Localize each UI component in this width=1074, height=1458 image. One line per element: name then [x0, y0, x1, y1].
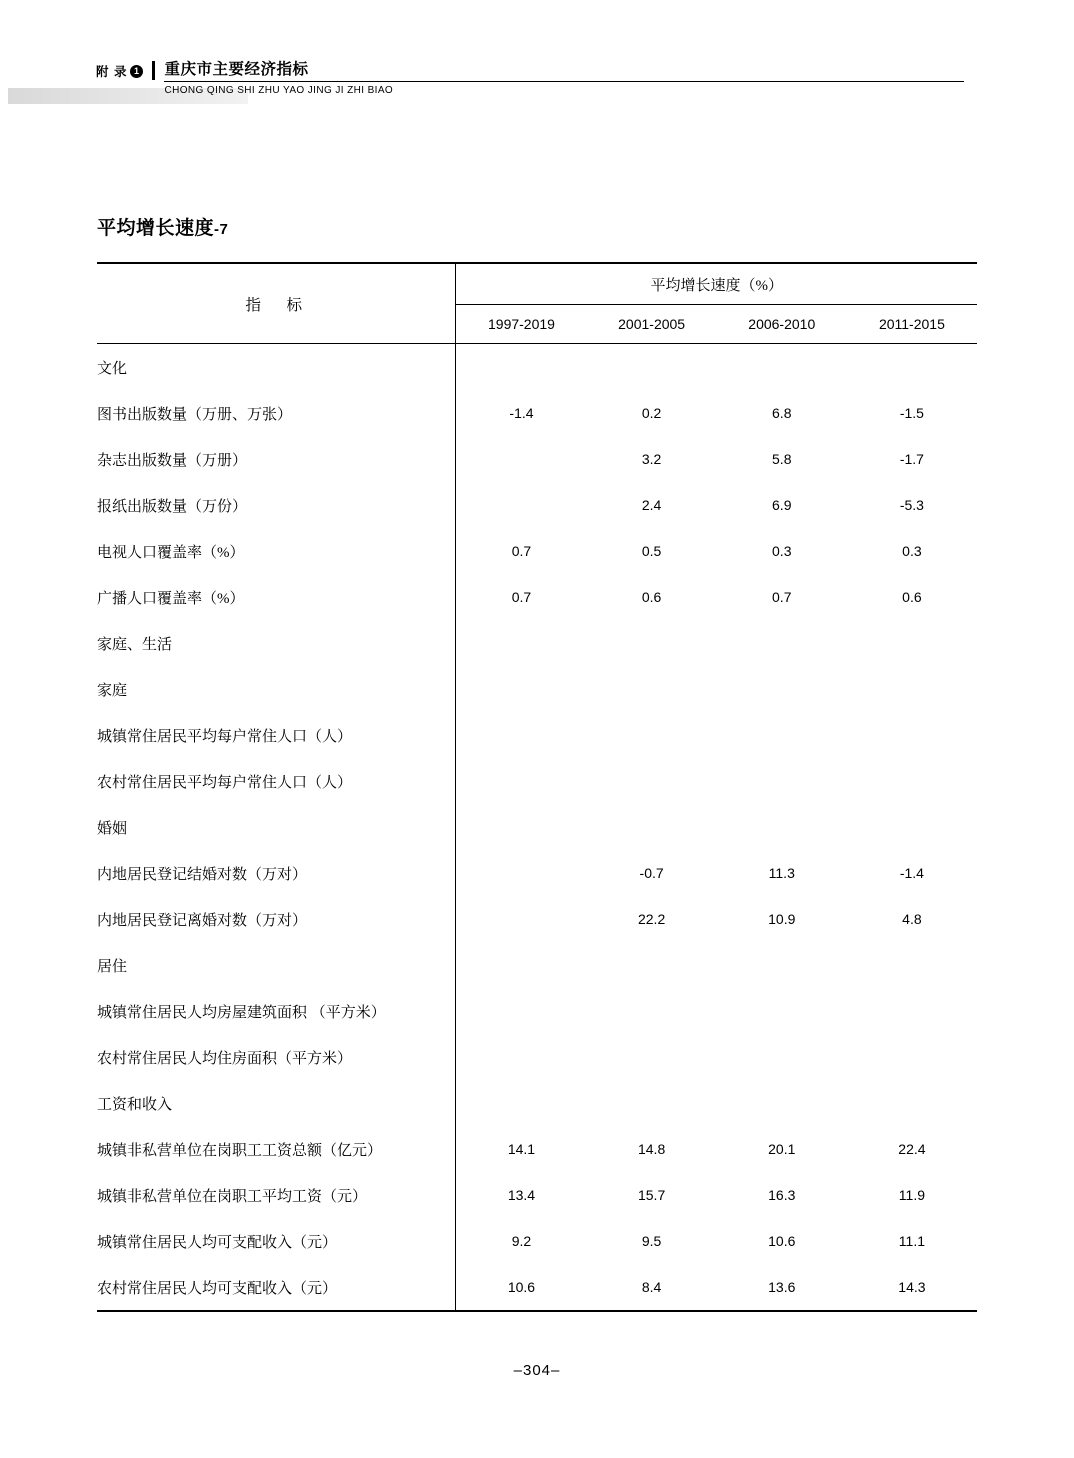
row-value — [587, 666, 717, 712]
row-label: 婚姻 — [97, 804, 456, 850]
header-rule — [164, 81, 964, 82]
row-value: 0.3 — [902, 543, 922, 559]
row-label: 居住 — [97, 942, 456, 988]
row-value — [717, 758, 847, 804]
appendix-tag — [96, 60, 143, 80]
row-value: 9.2 — [511, 1233, 532, 1249]
row-value: 0.6 — [902, 589, 922, 605]
row-value — [456, 988, 587, 1034]
row-value — [456, 620, 587, 666]
row-value — [717, 804, 847, 850]
row-value — [717, 988, 847, 1034]
row-label: 农村常住居民人均住房面积（平方米） — [97, 1034, 456, 1080]
row-value: 10.6 — [768, 1233, 796, 1249]
row-value — [456, 712, 587, 758]
column-header-period-1: 2001-2005 — [587, 305, 717, 344]
table-row — [97, 712, 977, 758]
row-value — [456, 1034, 587, 1080]
row-label: 广播人口覆盖率（%） — [97, 574, 456, 620]
row-value: 0.2 — [641, 405, 662, 421]
row-value — [456, 896, 587, 942]
row-value — [847, 620, 977, 666]
header-content — [96, 60, 964, 96]
row-value — [456, 758, 587, 804]
row-value: 8.4 — [587, 1264, 717, 1311]
row-value: 0.3 — [772, 543, 792, 559]
table-body — [97, 344, 977, 1312]
row-value: -1.5 — [899, 405, 924, 421]
row-label: 城镇非私营单位在岗职工平均工资（元） — [97, 1172, 456, 1218]
row-value — [847, 666, 977, 712]
table-row — [97, 1080, 977, 1126]
row-value: 11.9 — [898, 1187, 926, 1203]
row-label: 内地居民登记离婚对数（万对） — [97, 896, 456, 942]
table-row — [97, 804, 977, 850]
row-label: 杂志出版数量（万册） — [97, 436, 456, 482]
row-value — [847, 1080, 977, 1126]
row-value — [587, 804, 717, 850]
row-value — [456, 436, 587, 482]
row-value: 0.7 — [511, 543, 532, 559]
row-value: 9.5 — [641, 1233, 662, 1249]
table-row — [97, 758, 977, 804]
row-value: 0.7 — [511, 589, 532, 605]
row-value: 22.2 — [637, 911, 666, 927]
row-value — [456, 482, 587, 528]
row-label: 家庭、生活 — [97, 620, 456, 666]
row-value: -5.3 — [899, 497, 924, 513]
row-label: 电视人口覆盖率（%） — [97, 528, 456, 574]
row-value — [456, 1080, 587, 1126]
row-value: 6.8 — [772, 405, 792, 421]
row-value — [456, 850, 587, 896]
row-value — [847, 1034, 977, 1080]
row-value — [847, 942, 977, 988]
row-value — [847, 804, 977, 850]
row-value: 11.1 — [898, 1233, 926, 1249]
row-value — [717, 344, 847, 391]
row-value — [587, 620, 717, 666]
row-value: -1.4 — [899, 865, 924, 881]
row-value: 5.8 — [772, 451, 792, 467]
table-row — [97, 390, 977, 436]
table-header-group-row — [97, 263, 977, 305]
table-title-text: 平均增长速度 — [97, 218, 215, 239]
column-header-period-2: 2006-2010 — [717, 305, 847, 344]
row-label: 城镇非私营单位在岗职工工资总额（亿元） — [97, 1126, 456, 1172]
row-label: 家庭 — [97, 666, 456, 712]
row-value: 6.9 — [772, 497, 792, 513]
header-title-cn: 重庆市主要经济指标 — [164, 61, 309, 78]
row-value — [587, 712, 717, 758]
table-row — [97, 344, 977, 391]
row-value — [587, 1080, 717, 1126]
row-value: -1.4 — [509, 405, 534, 421]
row-value: 14.1 — [507, 1141, 536, 1157]
row-value: 10.9 — [768, 911, 796, 927]
row-value — [456, 344, 587, 391]
table-row — [97, 988, 977, 1034]
row-label: 城镇常住居民人均房屋建筑面积 （平方米） — [97, 988, 456, 1034]
row-value — [847, 712, 977, 758]
row-label: 报纸出版数量（万份） — [97, 482, 456, 528]
row-value: 22.4 — [898, 1141, 926, 1157]
header-divider — [152, 61, 155, 80]
header-title-block — [164, 60, 964, 96]
row-label: 工资和收入 — [97, 1080, 456, 1126]
row-value — [456, 804, 587, 850]
table-row — [97, 482, 977, 528]
row-value: 14.3 — [847, 1264, 977, 1311]
header-title-pinyin: CHONG QING SHI ZHU YAO JING JI ZHI BIAO — [164, 85, 394, 96]
row-value — [587, 1034, 717, 1080]
row-value — [717, 1080, 847, 1126]
row-value — [717, 1034, 847, 1080]
table-row — [97, 436, 977, 482]
table-row — [97, 620, 977, 666]
row-label: 农村常住居民人均可支配收入（元） — [97, 1264, 456, 1311]
row-value — [587, 758, 717, 804]
row-value — [847, 344, 977, 391]
row-value: 0.7 — [772, 589, 792, 605]
table-row — [97, 1218, 977, 1264]
row-value: 16.3 — [768, 1187, 796, 1203]
row-value — [717, 666, 847, 712]
column-header-period-3: 2011-2015 — [847, 305, 977, 344]
row-value — [587, 942, 717, 988]
row-value — [717, 942, 847, 988]
table-head — [97, 263, 977, 344]
row-value: -1.7 — [899, 451, 924, 467]
row-value — [717, 620, 847, 666]
page-header — [0, 60, 1074, 108]
row-value — [456, 942, 587, 988]
table-row — [97, 850, 977, 896]
appendix-number: 1 — [130, 65, 143, 78]
row-value: 4.8 — [902, 911, 922, 927]
statistics-table — [97, 262, 977, 1312]
row-value — [587, 988, 717, 1034]
row-value: 13.4 — [507, 1187, 536, 1203]
table-row — [97, 942, 977, 988]
table-row — [97, 1126, 977, 1172]
row-value: 2.4 — [641, 497, 662, 513]
row-label: 城镇常住居民平均每户常住人口（人） — [97, 712, 456, 758]
row-label: 农村常住居民平均每户常住人口（人） — [97, 758, 456, 804]
row-label: 图书出版数量（万册、万张） — [97, 390, 456, 436]
page-number: –304– — [513, 1362, 561, 1379]
row-value: 0.6 — [641, 589, 662, 605]
row-value: 11.3 — [768, 865, 795, 881]
table-row — [97, 1264, 977, 1311]
table-row — [97, 896, 977, 942]
row-label: 城镇常住居民人均可支配收入（元） — [97, 1218, 456, 1264]
column-header-group: 平均增长速度（%） — [456, 263, 977, 305]
table-row — [97, 1172, 977, 1218]
table-title — [97, 213, 228, 240]
row-value — [847, 988, 977, 1034]
row-value: 3.2 — [641, 451, 662, 467]
row-label: 内地居民登记结婚对数（万对） — [97, 850, 456, 896]
table-row — [97, 528, 977, 574]
table-row — [97, 666, 977, 712]
table-row — [97, 574, 977, 620]
row-value — [717, 712, 847, 758]
table-title-suffix: -7 — [214, 221, 229, 238]
table-row — [97, 1034, 977, 1080]
row-label: 文化 — [97, 344, 456, 391]
row-value — [587, 344, 717, 391]
row-value: 15.7 — [637, 1187, 666, 1203]
row-value: 14.8 — [637, 1141, 666, 1157]
row-value: 0.5 — [641, 543, 662, 559]
row-value: 20.1 — [768, 1141, 796, 1157]
row-value: -0.7 — [639, 865, 664, 881]
column-header-indicator: 指 标 — [97, 263, 456, 344]
column-header-period-0: 1997-2019 — [456, 305, 587, 344]
row-value — [456, 666, 587, 712]
row-value: 10.6 — [456, 1264, 587, 1311]
row-value — [847, 758, 977, 804]
row-value: 13.6 — [717, 1264, 847, 1311]
appendix-label: 附 录 — [96, 65, 128, 79]
